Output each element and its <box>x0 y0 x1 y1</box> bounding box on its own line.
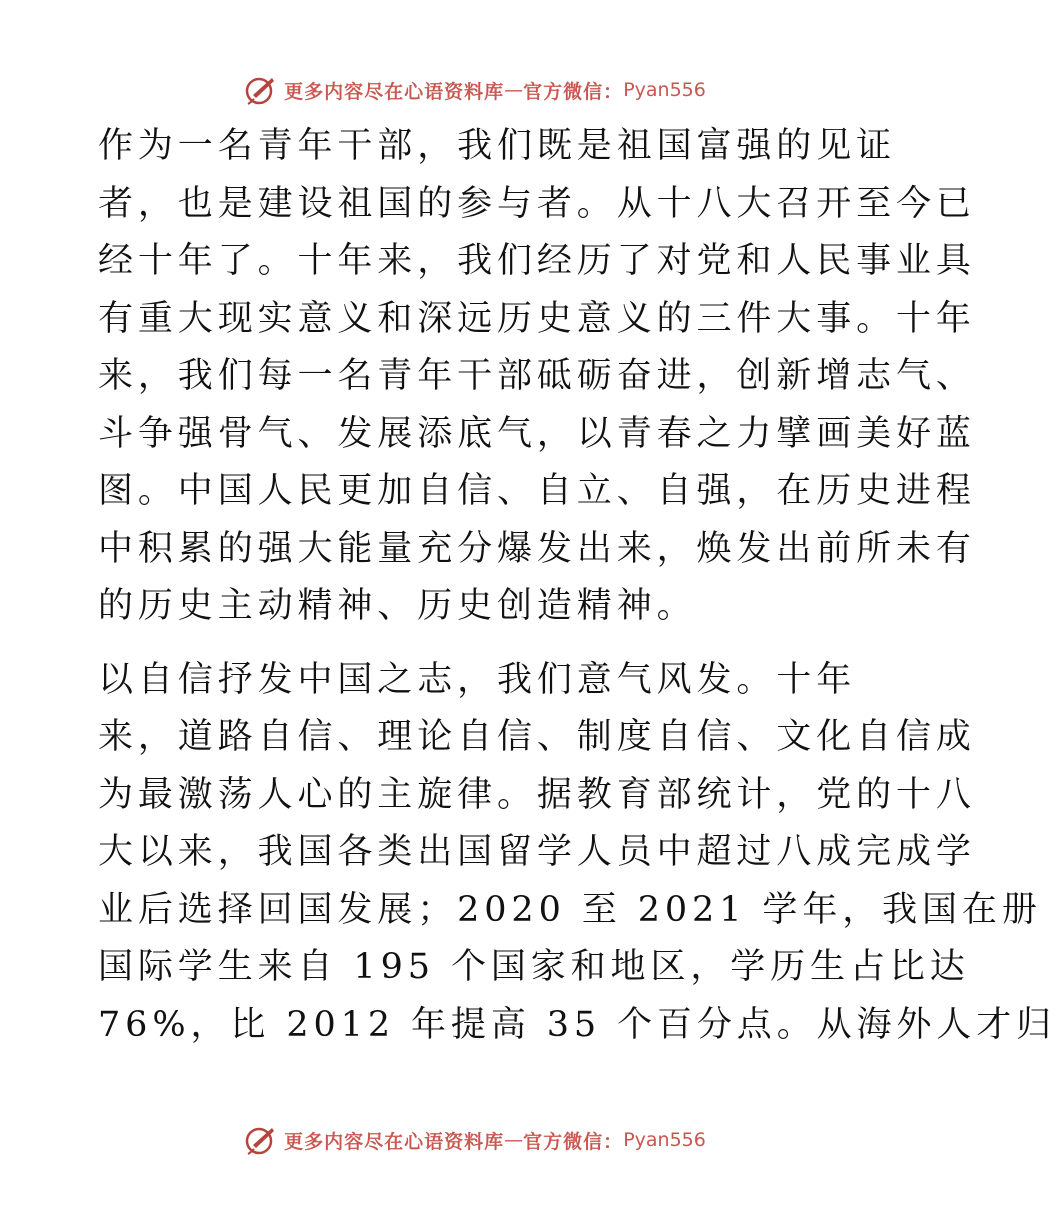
document-body <box>98 118 1056 1054</box>
paragraph-1 <box>98 118 976 636</box>
text-line: 有重大现实意义和深远历史意义的三件大事。十年 <box>98 298 976 339</box>
paragraph-gap <box>98 636 850 652</box>
text-line: 的历史主动精神、历史创造精神。 <box>98 586 697 626</box>
text-line: 经十年了。十年来，我们经历了对党和人民事业具 <box>98 241 976 281</box>
watermark-label: 官方微信： <box>523 80 624 103</box>
watermark-id: Pyan556 <box>623 79 706 101</box>
text-line: 斗争强骨气、发展添底气，以青春之力擘画美好蓝 <box>98 413 976 454</box>
paragraph-2 <box>98 652 1056 1055</box>
watermark-id: Pyan556 <box>623 1129 706 1151</box>
watermark-label: 官方微信： <box>523 1130 624 1153</box>
text-line: 中积累的强大能量充分爆发出来，焕发出前所未有 <box>98 528 976 569</box>
quill-logo-icon <box>244 73 278 107</box>
watermark-dash: — <box>504 79 524 101</box>
text-line: 以自信抒发中国之志，我们意气风发。十年 <box>98 659 857 700</box>
quill-logo-icon <box>244 1123 278 1157</box>
text-line: 来，我们每一名青年干部砥砺奋进，创新增志气、 <box>98 356 976 396</box>
text-line: 图。中国人民更加自信、自立、自强，在历史进程 <box>98 471 976 511</box>
watermark-dash: — <box>504 1129 524 1151</box>
text-line: 业后选择回国发展；2020 至 2021 学年，我国在册 <box>98 889 1042 930</box>
text-line: 来，道路自信、理论自信、制度自信、文化自信成 <box>98 717 976 757</box>
text-line: 76%，比 2012 年提高 35 个百分点。从海外人才归 <box>98 1004 1056 1045</box>
text-line: 作为一名青年干部，我们既是祖国富强的见证 <box>98 126 897 166</box>
text-line: 大以来，我国各类出国留学人员中超过八成完成学 <box>98 832 976 872</box>
watermark-brand: 更多内容尽在心语资料库 <box>284 80 505 103</box>
text-line: 者，也是建设祖国的参与者。从十八大召开至今已 <box>98 183 976 224</box>
text-line: 为最激荡人心的主旋律。据教育部统计，党的十八 <box>98 774 976 815</box>
text-line: 国际学生来自 195 个国家和地区，学历生占比达 <box>98 947 970 987</box>
footer-watermark <box>0 1120 950 1160</box>
header-watermark <box>0 70 950 110</box>
watermark-brand: 更多内容尽在心语资料库 <box>284 1130 505 1153</box>
